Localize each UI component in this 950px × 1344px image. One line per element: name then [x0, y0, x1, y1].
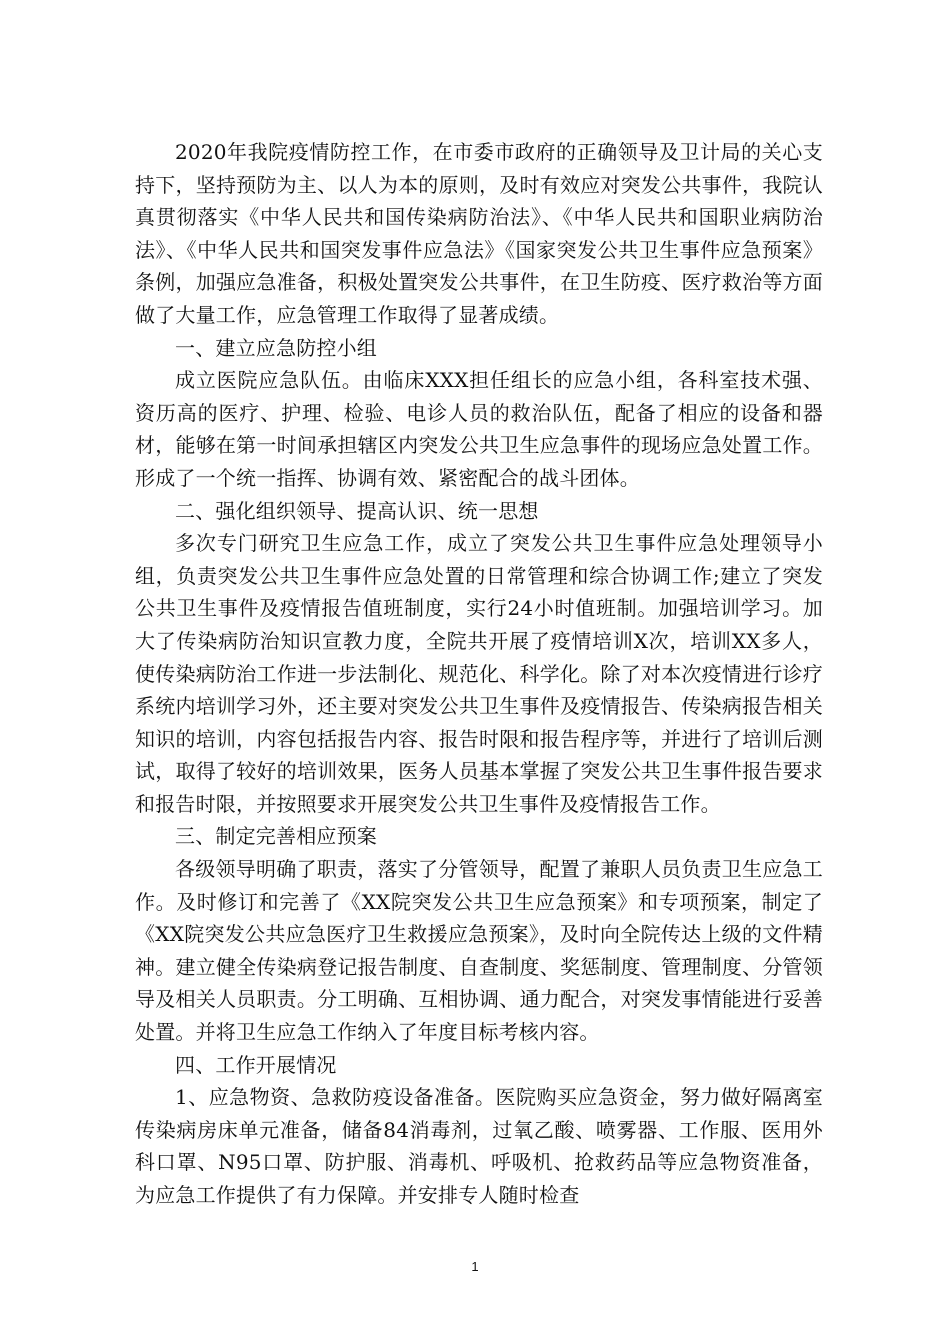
- paragraph-section-2: 多次专门研究卫生应急工作，成立了突发公共卫生事件应急处理领导小组，负责突发公共卫生事件应急处置的日常管理和综合协调工作;建立了突发公共卫生事件及疫情报告值班制度，实行24小时值班制。加强培训学习。加大了传染病防治知识宣教力度，全院共开展了疫情培训X次，培训XX多人，使传染病防治工作进一步法制化、规范化、科学化。除了对本次疫情进行诊疗系统内培训学习外，还主要对突发公共卫生事件及疫情报告、传染病报告相关知识的培训，内容包括报告内容、报告时限和报告程序等，并进行了培训后测试，取得了较好的培训效果，医务人员基本掌握了突发公共卫生事件报告要求和报告时限，并按照要求开展突发公共卫生事件及疫情报告工作。: [135, 531, 823, 816]
- section-heading-1: 一、建立应急防控小组: [175, 335, 377, 360]
- section-heading-4: 四、工作开展情况: [175, 1052, 337, 1077]
- section-heading-3: 三、制定完善相应预案: [175, 824, 377, 849]
- paragraph-section-4: 1、应急物资、急救防疫设备准备。医院购买应急资金，努力做好隔离室传染病房床单元准备，储备84消毒剂，过氧乙酸、喷雾器、工作服、医用外科口罩、N95口罩、防护服、消毒机、呼吸机、抢救药品等应急物资准备，为应急工作提供了有力保障。并安排专人随时检查: [135, 1085, 823, 1207]
- paragraph-section-1: 成立医院应急队伍。由临床XXX担任组长的应急小组，各科室技术强、资历高的医疗、护理、检验、电诊人员的救治队伍，配备了相应的设备和器材，能够在第一时间承担辖区内突发公共卫生应急事件的现场应急处置工作。形成了一个统一指挥、协调有效、紧密配合的战斗团体。: [135, 368, 823, 490]
- page-number: 1: [471, 1259, 479, 1274]
- document-body: [135, 136, 823, 1212]
- paragraph-section-3: 各级领导明确了职责，落实了分管领导，配置了兼职人员负责卫生应急工作。及时修订和完善了《XX院突发公共卫生应急预案》和专项预案，制定了《XX院突发公共应急医疗卫生救援应急预案》，及时向全院传达上级的文件精神。建立健全传染病登记报告制度、自查制度、奖惩制度、管理制度、分管领导及相关人员职责。分工明确、互相协调、通力配合，对突发事情能进行妥善处置。并将卫生应急工作纳入了年度目标考核内容。: [135, 857, 823, 1045]
- section-heading-2: 二、强化组织领导、提高认识、统一思想: [175, 498, 539, 523]
- paragraph-intro: 2020年我院疫情防控工作，在市委市政府的正确领导及卫计局的关心支持下，坚持预防为主、以人为本的原则，及时有效应对突发公共事件，我院认真贯彻落实《中华人民共和国传染病防治法》、《中华人民共和国职业病防治法》、《中华人民共和国突发事件应急法》《国家突发公共卫生事件应急预案》条例，加强应急准备，积极处置突发公共事件，在卫生防疫、医疗救治等方面做了大量工作，应急管理工作取得了显著成绩。: [135, 140, 823, 327]
